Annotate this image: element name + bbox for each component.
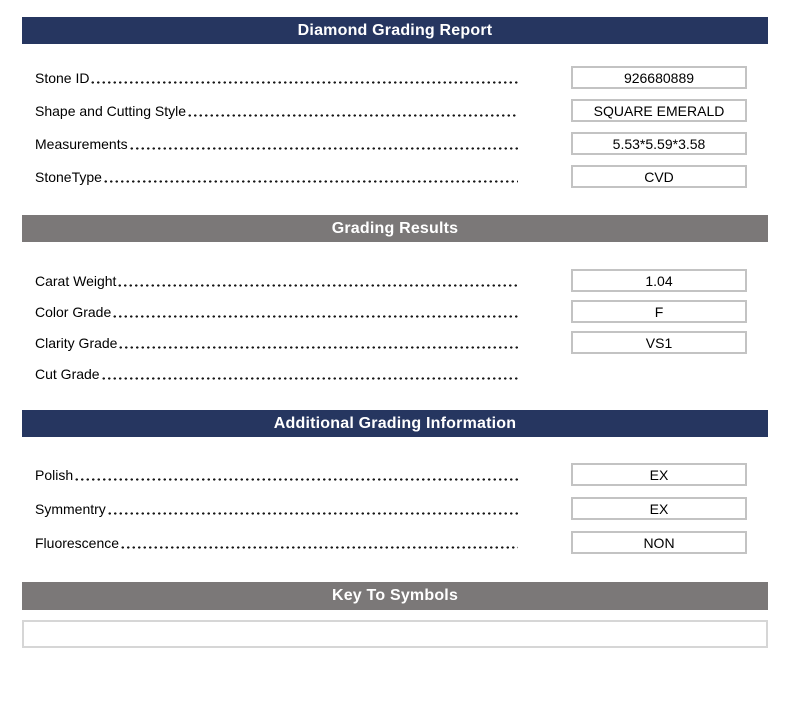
color-grade-label: Color Grade: [35, 303, 112, 320]
color-grade-value-box: [571, 300, 747, 323]
clarity-grade-value: VS1: [645, 334, 673, 351]
cut-grade-label: Cut Grade: [35, 365, 100, 382]
field-leader: [35, 103, 518, 119]
dotted-leader: [101, 377, 518, 380]
shape-label: Shape and Cutting Style: [35, 102, 186, 119]
symmentry-label: Symmentry: [35, 500, 106, 517]
carat-weight-label: Carat Weight: [35, 272, 117, 289]
carat-weight-value: 1.04: [645, 272, 673, 289]
shape-value: SQUARE EMERALD: [593, 102, 725, 119]
carat-weight-value-box: [571, 269, 747, 292]
stone-id-value-box: [571, 66, 747, 89]
section-header-key-to-symbols: [22, 582, 768, 610]
symmentry-value-box: [571, 497, 747, 520]
field-leader: [35, 273, 518, 289]
shape-value-box: [571, 99, 747, 122]
field-leader: [35, 535, 518, 551]
row-stone-type: [35, 165, 747, 188]
row-symmentry: [35, 497, 747, 520]
field-leader: [35, 366, 518, 382]
fluorescence-value-box: [571, 531, 747, 554]
section-title: Diamond Grading Report: [297, 21, 493, 39]
dotted-leader: [112, 315, 518, 318]
key-to-symbols-box: [22, 620, 768, 648]
dotted-leader: [129, 147, 518, 150]
row-carat-weight: [35, 269, 747, 292]
stone-id-value: 926680889: [623, 69, 695, 86]
polish-value-box: [571, 463, 747, 486]
color-grade-value: F: [654, 303, 664, 320]
dotted-leader: [103, 180, 518, 183]
fluorescence-label: Fluorescence: [35, 534, 120, 551]
polish-value: EX: [649, 466, 669, 483]
section-title: Grading Results: [331, 219, 459, 237]
dotted-leader: [90, 81, 518, 84]
measurements-value: 5.53*5.59*3.58: [612, 135, 706, 152]
stone-type-label: StoneType: [35, 168, 102, 185]
section-title: Key To Symbols: [331, 587, 459, 604]
symmentry-value: EX: [649, 500, 669, 517]
polish-label: Polish: [35, 466, 74, 483]
field-leader: [35, 70, 518, 86]
dotted-leader: [74, 478, 518, 481]
measurements-label: Measurements: [35, 135, 128, 152]
row-color-grade: [35, 300, 747, 323]
row-cut-grade: [35, 362, 747, 385]
field-leader: [35, 136, 518, 152]
row-shape-and-cutting-style: [35, 99, 747, 122]
field-leader: [35, 467, 518, 483]
clarity-grade-label: Clarity Grade: [35, 334, 118, 351]
dotted-leader: [187, 114, 518, 117]
row-clarity-grade: [35, 331, 747, 354]
fluorescence-value: NON: [643, 534, 675, 551]
row-fluorescence: [35, 531, 747, 554]
stone-info-section: [22, 44, 768, 215]
field-leader: [35, 501, 518, 517]
stone-type-value: CVD: [644, 168, 674, 185]
row-stone-id: [35, 66, 747, 89]
dotted-leader: [107, 512, 518, 515]
row-measurements: [35, 132, 747, 155]
field-leader: [35, 169, 518, 185]
grading-results-section: [22, 242, 768, 410]
stone-type-value-box: [571, 165, 747, 188]
field-leader: [35, 304, 518, 320]
row-polish: [35, 463, 747, 486]
dotted-leader: [117, 284, 518, 287]
section-header-grading-results: [22, 215, 768, 242]
dotted-leader: [118, 346, 518, 349]
dotted-leader: [120, 546, 518, 549]
section-title: Additional Grading Information: [273, 414, 517, 432]
section-header-additional-grading-information: [22, 410, 768, 437]
clarity-grade-value-box: [571, 331, 747, 354]
stone-id-label: Stone ID: [35, 69, 90, 86]
field-leader: [35, 335, 518, 351]
additional-grading-section: [22, 437, 768, 582]
measurements-value-box: [571, 132, 747, 155]
section-header-diamond-grading-report: [22, 17, 768, 44]
